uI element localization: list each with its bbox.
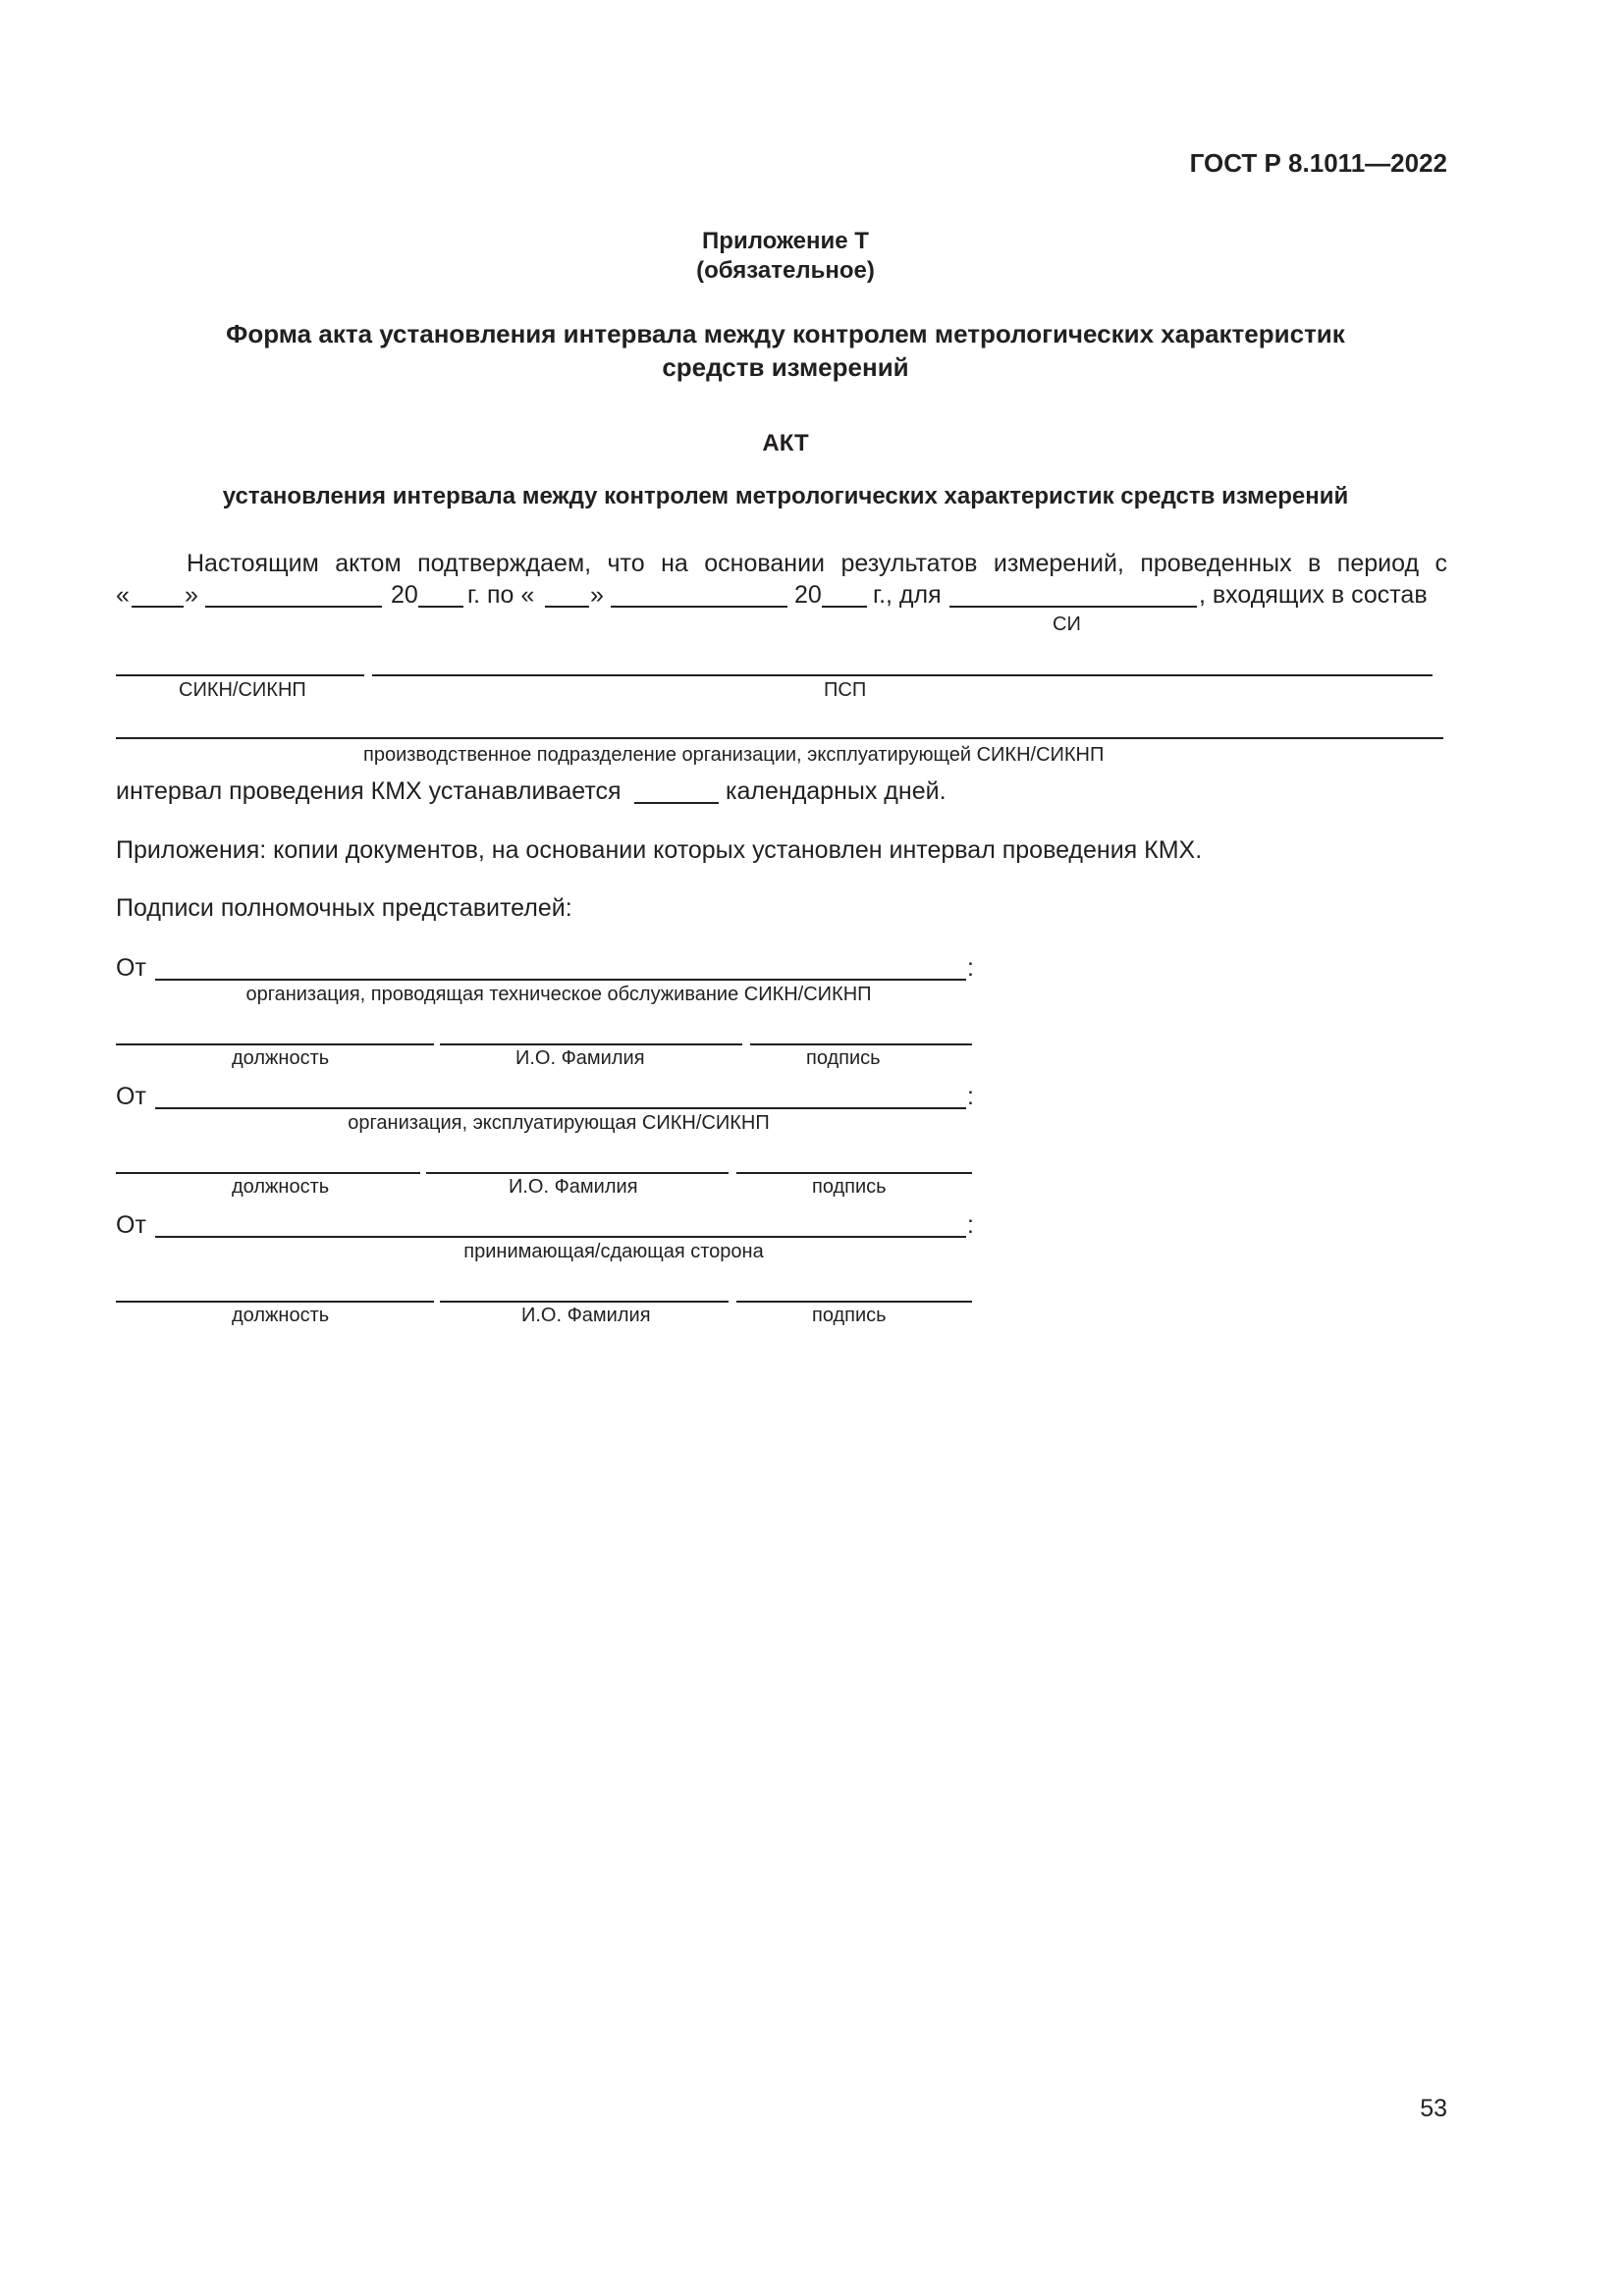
label-si: СИ: [1053, 614, 1081, 635]
quote-open-1: «: [116, 581, 130, 609]
year-prefix-from: 20: [391, 581, 418, 609]
label-subdivision: производственное подразделение организации, эксплуатирующей СИКН/СИКНП: [363, 744, 1105, 766]
signature-field[interactable]: [750, 1043, 972, 1045]
interval-text-after: календарных дней.: [726, 777, 947, 805]
organization-field[interactable]: [155, 979, 966, 981]
interval-days-field[interactable]: [634, 802, 719, 804]
form-title-line1: Форма акта установления интервала между контролем метрологических характеристик: [226, 319, 1345, 348]
organization-caption: принимающая/сдающая сторона: [463, 1241, 764, 1262]
year-from-field[interactable]: [418, 606, 463, 608]
position-field[interactable]: [116, 1043, 434, 1045]
position-label: должность: [232, 1305, 330, 1326]
signature-label: подпись: [812, 1176, 887, 1198]
position-field[interactable]: [116, 1172, 420, 1174]
label-sikn: СИКН/СИКНП: [179, 679, 306, 701]
position-label: должность: [232, 1176, 330, 1198]
date-separator-for: г., для: [873, 581, 942, 609]
organization-field[interactable]: [155, 1236, 966, 1238]
year-prefix-to: 20: [794, 581, 822, 609]
quote-close-1: »: [185, 581, 198, 609]
from-label: От: [116, 1083, 146, 1110]
label-psp: ПСП: [824, 679, 867, 701]
from-label: От: [116, 1211, 146, 1239]
day-to-field[interactable]: [545, 606, 589, 608]
psp-field[interactable]: [372, 674, 1433, 676]
name-field[interactable]: [440, 1043, 742, 1045]
name-label: И.О. Фамилия: [509, 1176, 638, 1198]
month-to-field[interactable]: [611, 606, 787, 608]
document-code: ГОСТ Р 8.1011—2022: [1189, 148, 1447, 178]
organization-caption: организация, проводящая техническое обслуживание СИКН/СИКНП: [245, 984, 872, 1005]
sikn-field[interactable]: [116, 674, 364, 676]
quote-close-2: »: [590, 581, 604, 609]
position-label: должность: [232, 1047, 330, 1069]
name-label: И.О. Фамилия: [521, 1305, 651, 1326]
form-title-line2: средств измерений: [662, 352, 909, 382]
day-from-field[interactable]: [132, 606, 184, 608]
page-number: 53: [1420, 2095, 1447, 2122]
attachments-text: Приложения: копии документов, на основании которых установлен интервал проведения КМХ.: [116, 836, 1203, 864]
act-title: АКТ: [762, 430, 809, 456]
appendix-title: Приложение Т: [702, 228, 869, 254]
colon: :: [967, 954, 974, 982]
name-field[interactable]: [426, 1172, 729, 1174]
organization-caption: организация, эксплуатирующая СИКН/СИКНП: [348, 1112, 770, 1134]
act-subtitle: установления интервала между контролем метрологических характеристик средств измерений: [222, 483, 1349, 509]
organization-field[interactable]: [155, 1107, 966, 1109]
year-to-field[interactable]: [822, 606, 867, 608]
interval-text-before: интервал проведения КМХ устанавливается: [116, 777, 622, 805]
signature-field[interactable]: [736, 1172, 972, 1174]
body-paragraph-line1: Настоящим актом подтверждаем, что на основании результатов измерений, проведенных в период с: [187, 550, 1447, 577]
signature-label: подпись: [806, 1047, 881, 1069]
si-field[interactable]: [949, 606, 1197, 608]
name-field[interactable]: [440, 1301, 729, 1303]
signature-field[interactable]: [736, 1301, 972, 1303]
signatures-intro: Подписи полномочных представителей:: [116, 894, 572, 922]
date-separator-to: г. по «: [467, 581, 535, 609]
position-field[interactable]: [116, 1301, 434, 1303]
appendix-status: (обязательное): [696, 257, 875, 284]
month-from-field[interactable]: [205, 606, 382, 608]
included-in-text: , входящих в состав: [1199, 581, 1428, 609]
from-label: От: [116, 954, 146, 982]
name-label: И.О. Фамилия: [515, 1047, 645, 1069]
colon: :: [967, 1211, 974, 1239]
signature-label: подпись: [812, 1305, 887, 1326]
colon: :: [967, 1083, 974, 1110]
subdivision-field[interactable]: [116, 737, 1443, 739]
